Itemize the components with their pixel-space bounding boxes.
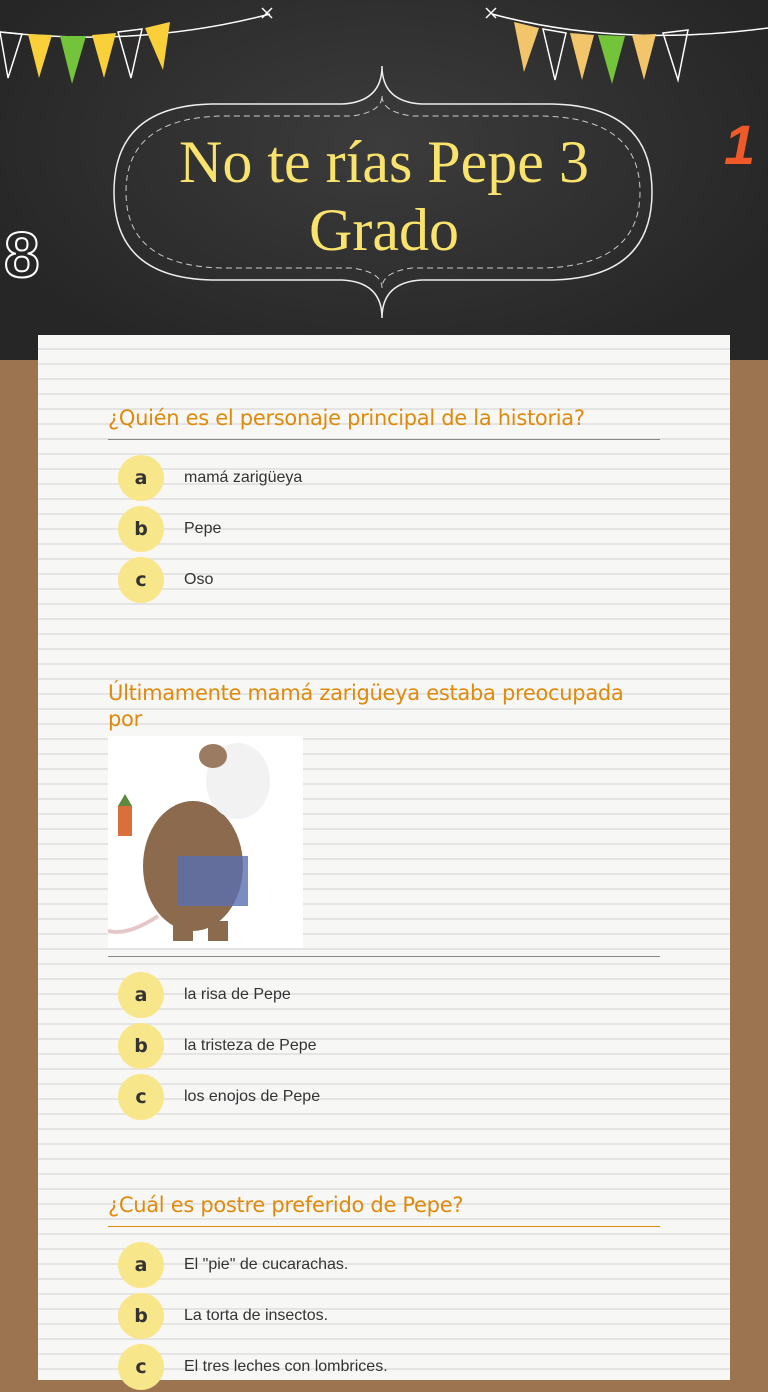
option-letter-badge: b [118, 1293, 164, 1339]
option-text: mamá zarigüeya [184, 468, 303, 486]
chalk-number-one: 1 [724, 113, 756, 176]
question-title: ¿Quién es el personaje principal de la historia? [108, 405, 660, 440]
option-text: El tres leches con lombrices. [184, 1357, 388, 1375]
option-letter-badge: a [118, 455, 164, 501]
option-letter-badge: a [118, 972, 164, 1018]
option-letter-badge: a [118, 1242, 164, 1288]
option-letter-badge: b [118, 506, 164, 552]
quiz-paper [38, 335, 730, 1380]
page-title: No te rías Pepe 3 Grado [179, 129, 589, 263]
option-text: la risa de Pepe [184, 985, 291, 1003]
option-b[interactable] [118, 1290, 660, 1341]
question-title-text: Últimamente mamá zarigüeya estaba preocupada por [108, 681, 624, 731]
option-b[interactable] [118, 503, 660, 554]
option-a[interactable] [118, 452, 660, 503]
option-letter-badge: c [118, 1344, 164, 1390]
chalkboard-header [0, 0, 768, 360]
chalk-number-eight: 8 [4, 219, 40, 291]
option-text: la tristeza de Pepe [184, 1036, 317, 1054]
question-1 [108, 405, 660, 605]
possum-image [108, 736, 303, 948]
option-text: Pepe [184, 519, 222, 537]
option-c[interactable] [118, 1341, 660, 1392]
option-c[interactable] [118, 554, 660, 605]
option-text: La torta de insectos. [184, 1306, 329, 1324]
question-title: ¿Cuál es postre preferido de Pepe? [108, 1192, 660, 1227]
option-letter-badge: c [118, 557, 164, 603]
option-letter-badge: b [118, 1023, 164, 1069]
option-text: El "pie" de cucarachas. [184, 1255, 349, 1273]
option-text: Oso [184, 570, 214, 588]
option-letter-badge: c [118, 1074, 164, 1120]
question-2 [108, 680, 660, 1122]
option-a[interactable] [118, 969, 660, 1020]
question-title [108, 680, 660, 732]
option-text: los enojos de Pepe [184, 1087, 321, 1105]
option-b[interactable] [118, 1020, 660, 1071]
option-a[interactable] [118, 1239, 660, 1290]
option-c[interactable] [118, 1071, 660, 1122]
question-3 [108, 1192, 660, 1392]
